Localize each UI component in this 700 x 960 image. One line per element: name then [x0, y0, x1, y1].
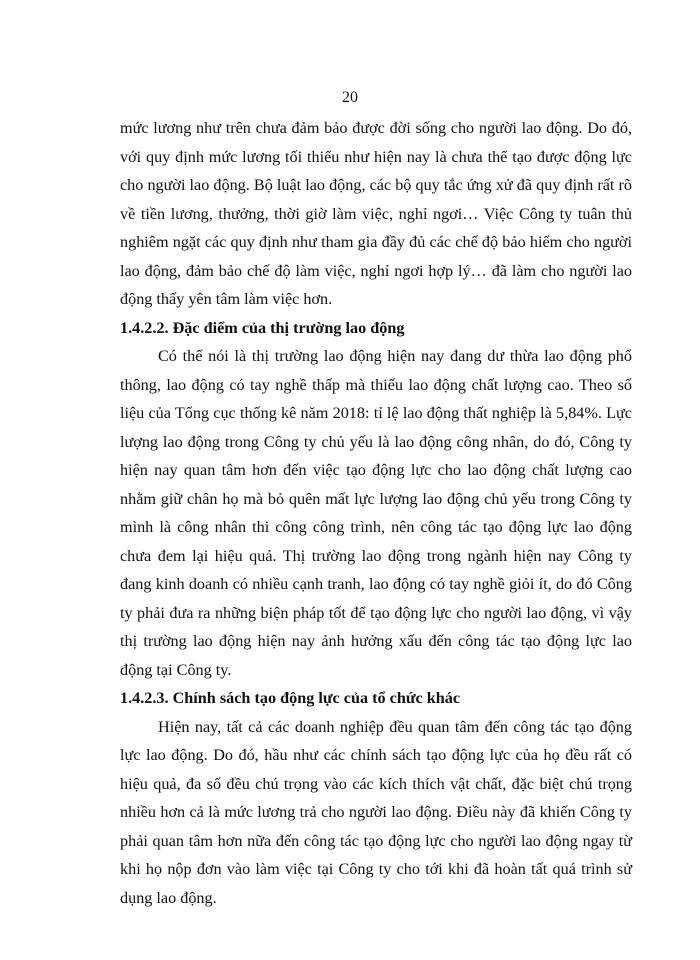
paragraph-other-policies: Hiện nay, tất cả các doanh nghiệp đều quan tâm đến công tác tạo động lực lao động. Do đó, hầu như các chính sách tạo động lực của họ đều rất có hiệu quả, đa số đều chú trọng vào các kích thích vật chất, đặc biệt chú trọng nhiều hơn cả là mức lương trả cho người lao động. Điều này đã khiến Công ty phải quan tâm hơn nữa đến công tác tạo động lực cho người lao động ngay từ khi họ nộp đơn vào làm việc tại Công ty cho tới khi đã hoàn tất quá trình sử dụng lao động. — [120, 717, 632, 907]
section-heading-other-policies: 1.4.2.3. Chính sách tạo động lực của tổ chức khác — [120, 689, 461, 707]
section-heading-labor-market: 1.4.2.2. Đặc điểm của thị trường lao động — [120, 318, 405, 337]
page-number: 20 — [342, 89, 358, 106]
paragraph-labor-market: Có thể nói là thị trường lao động hiện nay đang dư thừa lao động phổ thông, lao động có tay nghề thấp mà thiếu lao động chất lượng cao. Theo số liệu của Tổng cục thống kê năm 2018: tỉ lệ lao động thất nghiệp là 5,84%. Lực lượng lao động trong Công ty chủ yếu là lao động công nhân, do đó, Công ty hiện nay quan tâm hơn đến việc tạo động lực cho lao động chất lượng cao nhằm giữ chân họ mà bỏ quên mất lực lượng lao động chủ yếu trong Công ty mình là công nhân thi công công trình, nên công tác tạo động lực lao động chưa đem lại hiệu quả. Thị trường lao động trong ngành hiện nay Công ty đang kinh doanh có nhiều cạnh tranh, lao động có tay nghề giỏi ít, do đó Công ty phải đưa ra những biện pháp tốt để tạo động lực cho người lao động, vì vậy thị trường lao động hiện nay ảnh hưởng xấu đến công tác tạo động lực lao động tại Công ty. — [120, 347, 632, 679]
page-content — [120, 114, 632, 912]
paragraph-wages: mức lương như trên chưa đảm bảo được đời sống cho người lao động. Do đó, với quy định mức lương tối thiểu như hiện nay là chưa thể tạo được động lực cho người lao động. Bộ luật lao động, các bộ quy tắc ứng xử đã quy định rất rõ về tiền lương, thưởng, thời giờ làm việc, nghỉ ngơi… Việc Công ty tuân thủ nghiêm ngặt các quy định như tham gia đầy đủ các chế độ bảo hiểm cho người lao động, đảm bảo chế độ làm việc, nghỉ ngơi hợp lý… đã làm cho người lao động thấy yên tâm làm việc hơn. — [120, 119, 632, 308]
